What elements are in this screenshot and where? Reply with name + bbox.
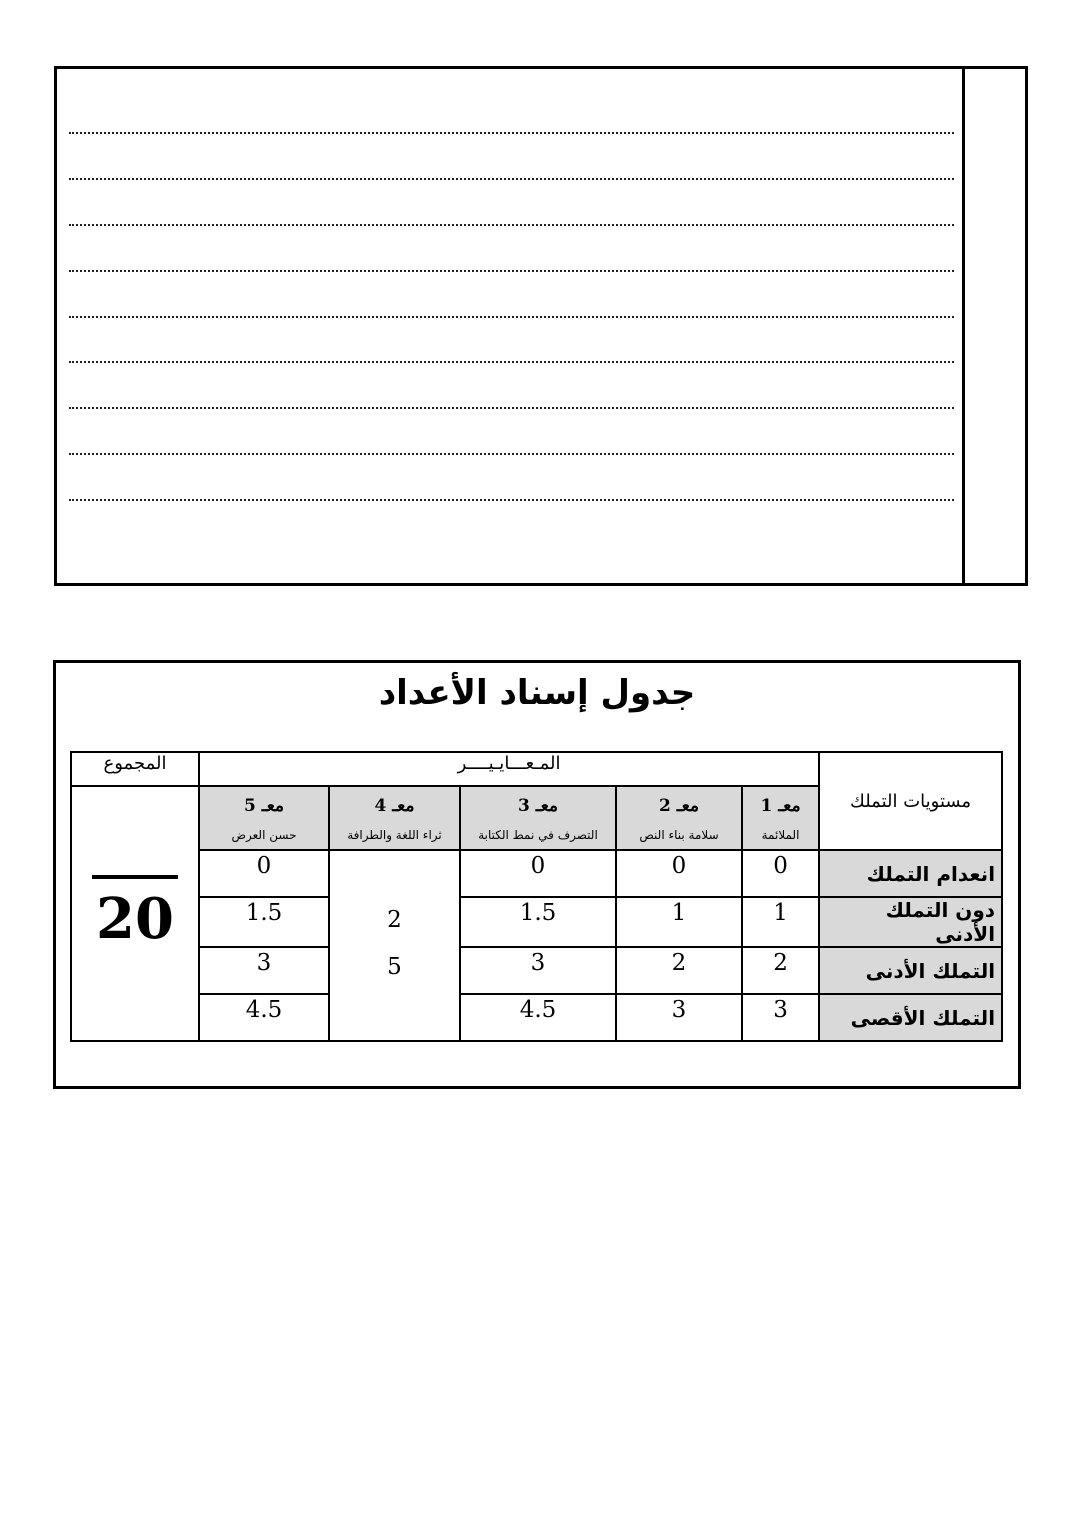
criterion-code: معـ 3 bbox=[517, 796, 559, 816]
writing-line[interactable] bbox=[69, 499, 954, 501]
writing-line[interactable] bbox=[69, 224, 954, 226]
criteria-header: المـعـــايـيــــر bbox=[199, 752, 819, 786]
criterion-4-header bbox=[329, 786, 460, 850]
score-c1: 3 bbox=[742, 994, 819, 1041]
writing-line[interactable] bbox=[69, 407, 954, 409]
writing-line[interactable] bbox=[69, 453, 954, 455]
criterion-name: التصرف في نمط الكتابة bbox=[478, 828, 598, 842]
level-label: دون التملك الأدنى bbox=[819, 897, 1002, 947]
writing-area bbox=[54, 66, 1028, 586]
fraction-bar bbox=[92, 875, 178, 879]
criterion-name: سلامة بناء النص bbox=[639, 828, 719, 842]
score-c2: 1 bbox=[616, 897, 742, 947]
level-label: انعدام التملك bbox=[819, 850, 1002, 897]
margin-column-divider bbox=[962, 69, 965, 583]
score-c3: 0 bbox=[460, 850, 616, 897]
writing-line[interactable] bbox=[69, 361, 954, 363]
score-c2: 3 bbox=[616, 994, 742, 1041]
score-c2: 2 bbox=[616, 947, 742, 994]
score-c5: 0 bbox=[199, 850, 329, 897]
criterion-code: معـ 2 bbox=[658, 796, 700, 816]
score-c2: 0 bbox=[616, 850, 742, 897]
writing-line[interactable] bbox=[69, 178, 954, 180]
c4-value: 2 bbox=[387, 907, 402, 933]
criterion-code: معـ 1 bbox=[760, 796, 801, 816]
score-c5: 4.5 bbox=[199, 994, 329, 1041]
writing-line[interactable] bbox=[69, 316, 954, 318]
level-label: التملك الأقصى bbox=[819, 994, 1002, 1041]
criterion-3-header bbox=[460, 786, 616, 850]
levels-header: مستويات التملك bbox=[819, 752, 1002, 850]
criterion-code: معـ 5 bbox=[243, 796, 285, 816]
score-c3: 3 bbox=[460, 947, 616, 994]
total-score-cell bbox=[71, 786, 199, 1041]
score-c1: 2 bbox=[742, 947, 819, 994]
score-c1: 0 bbox=[742, 850, 819, 897]
criterion-name: الملائمة bbox=[761, 828, 800, 842]
criterion-5-header bbox=[199, 786, 329, 850]
total-score: 20 bbox=[96, 885, 174, 952]
total-header: المجموع bbox=[71, 752, 199, 786]
criterion-code: معـ 4 bbox=[374, 796, 415, 816]
c4-value: 5 bbox=[387, 954, 402, 980]
score-c1: 1 bbox=[742, 897, 819, 947]
criterion-4-scores bbox=[329, 850, 460, 1041]
level-label: التملك الأدنى bbox=[819, 947, 1002, 994]
score-c3: 1.5 bbox=[460, 897, 616, 947]
score-c5: 1.5 bbox=[199, 897, 329, 947]
score-c5: 3 bbox=[199, 947, 329, 994]
grading-table bbox=[70, 751, 1003, 1042]
criterion-1-header bbox=[742, 786, 819, 850]
criterion-name: ثراء اللغة والطرافة bbox=[347, 828, 442, 842]
grading-box bbox=[53, 660, 1021, 1089]
writing-line[interactable] bbox=[69, 270, 954, 272]
criterion-name: حسن العرض bbox=[231, 828, 297, 842]
score-c3: 4.5 bbox=[460, 994, 616, 1041]
writing-line[interactable] bbox=[69, 132, 954, 134]
criterion-2-header bbox=[616, 786, 742, 850]
grading-title: جدول إسناد الأعداد bbox=[378, 673, 696, 713]
